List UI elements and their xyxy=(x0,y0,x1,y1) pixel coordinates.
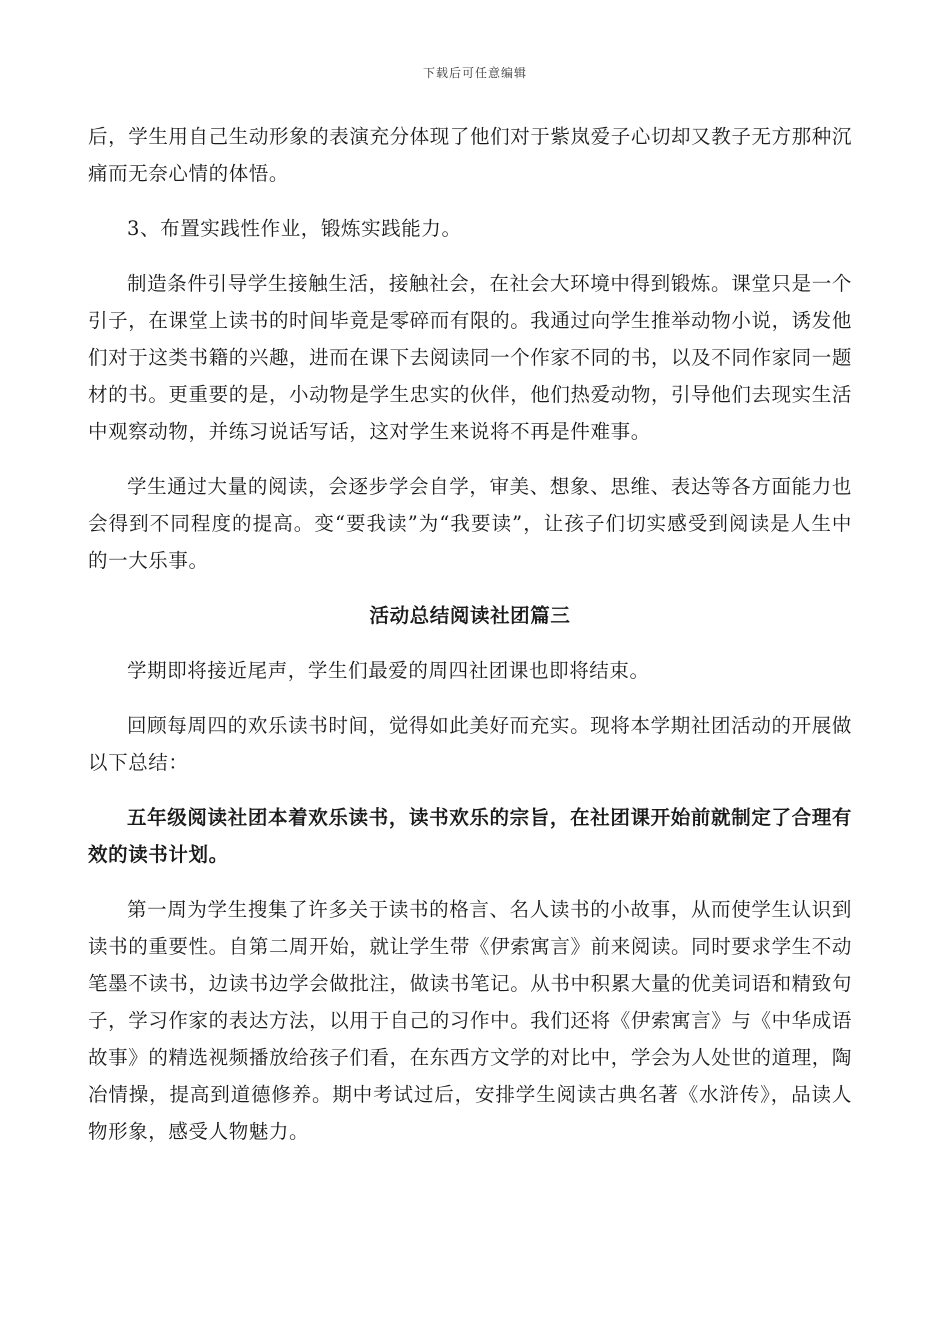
bold-paragraph: 五年级阅读社团本着欢乐读书，读书欢乐的宗旨，在社团课开始前就制定了合理有效的读书计划。 xyxy=(88,806,852,866)
paragraph-1: 后，学生用自己生动形象的表演充分体现了他们对于紫岚爱子心切却又教子无方那种沉痛而无奈心情的体悟。 xyxy=(88,125,852,185)
paragraph-3: 制造条件引导学生接触生活，接触社会，在社会大环境中得到锻炼。课堂只是一个引子，在课堂上读书的时间毕竟是零碎而有限的。我通过向学生推举动物小说，诱发他们对于这类书籍的兴趣，进而在课下去阅读同一个作家不同的书，以及不同作家同一题材的书。更重要的是，小动物是学生忠实的伙伴，他们热爱动物，引导他们去现实生活中观察动物，并练习说话写话，这对学生来说将不再是件难事。 xyxy=(88,272,852,443)
document-body xyxy=(88,118,852,1168)
page-header: 下载后可任意编辑 xyxy=(422,66,527,80)
section-heading: 活动总结阅读社团篇三 xyxy=(369,604,571,627)
paragraph-6: 回顾每周四的欢乐读书时间，觉得如此美好而充实。现将本学期社团活动的开展做以下总结： xyxy=(88,714,852,774)
paragraph-5: 学期即将接近尾声，学生们最爱的周四社团课也即将结束。 xyxy=(127,659,650,682)
paragraph-7: 第一周为学生搜集了许多关于读书的格言、名人读书的小故事，从而使学生认识到读书的重要性。自第二周开始，就让学生带《伊索寓言》前来阅读。同时要求学生不动笔墨不读书，边读书边学会做批注，做读书笔记。从书中积累大量的优美词语和精致句子，学习作家的表达方法，以用于自己的习作中。我们还将《伊索寓言》与《中华成语故事》的精选视频播放给孩子们看，在东西方文学的对比中，学会为人处世的道理，陶冶情操，提高到道德修养。期中考试过后，安排学生阅读古典名著《水浒传》，品读人物形象，感受人物魅力。 xyxy=(88,898,852,1143)
paragraph-2: 3、布置实践性作业，锻炼实践能力。 xyxy=(127,217,462,240)
paragraph-4: 学生通过大量的阅读，会逐步学会自学，审美、想象、思维、表达等各方面能力也会得到不同程度的提高。变“要我读”为“我要读”，让孩子们切实感受到阅读是人生中的一大乐事。 xyxy=(88,475,852,572)
